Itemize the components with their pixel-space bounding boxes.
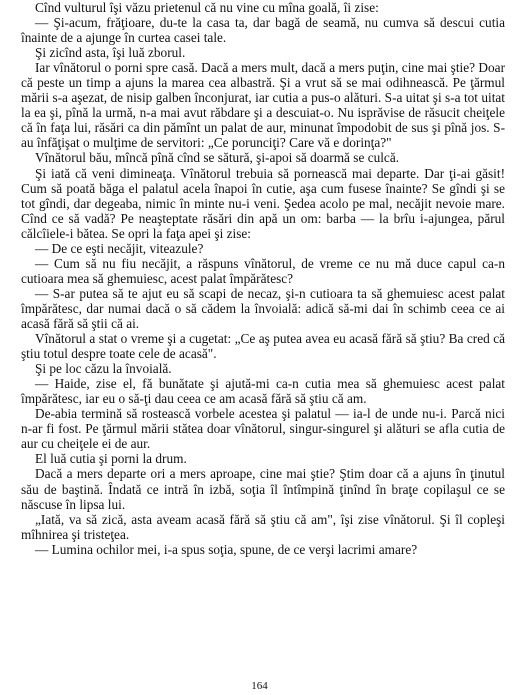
paragraph: Vînătorul bău, mîncă pînă cînd se sătură, şi-apoi să doarmă se culcă. — [35, 150, 400, 166]
paragraph: „Iată, va să zică, asta aveam acasă fără să ştiu că am", îşi zise vînătorul. Şi îl copleşi mîhnirea şi tristeţea. — [21, 511, 505, 542]
paragraph: Iar vînătorul o porni spre casă. Dacă a mers mult, dacă a mers puţin, cine mai ştie? Doar că peste un timp a ajuns la marea cea albastră. Şi a vrut să se mai odihnească. Pe ţărmul mării s-a aşezat, de nisip galben înconjurat, iar cutia a pus-o alături. S-a uitat şi s-a tot uitat la ea şi, pînă la urmă, n-a mai avut răbdare şi a descuiat-o. Nu isprăvise de răsucit cheiţele că în faţa lui, răsări ca din pămînt un palat de aur, minunat împodobit de sus şi pînă jos. S-au înfăţişat o mulţime de servitori: „Ce porunciţi? Care vă e dorinţa?" — [21, 60, 505, 151]
paragraph: Vînătorul a stat o vreme şi a cugetat: „Ce aş putea avea eu acasă fără să ştiu? Ba cred că ştiu totul despre toate cele de acasă". — [21, 331, 505, 362]
paragraph: — S-ar putea să te ajut eu să scapi de necaz, şi-n cutioara ta să ghemuiesc acest palat împărătesc, dar numai dacă o să cădem la învoială: adică să-mi dai în schimb ceea ce ai acasă fără să ştii că ai. — [21, 285, 505, 331]
paragraph: — Haide, zise el, fă bunătate şi ajută-mi ca-n cutia mea să ghemuiesc acest palat împărătesc, iar eu o să-ţi dau ceea ce am acasă fără să ştiu că am. — [21, 376, 505, 407]
paragraph: Şi iată că veni dimineaţa. Vînătorul trebuia să pornească mai departe. Dar ţi-ai găsit! Cum să poată băga el palatul acela înapoi în cutie, aşa cum fusese înainte? Se gîndi şi se tot gîndi, dar degeaba, nimic în minte nu-i veni. Şedea acolo pe mal, necăjit nevoie mare. Cînd ce să vadă? Pe neaşteptate răsări din apă un om: barba — la brîu i-ajungea, părul călcîiele-i bătea. Se opri la faţa apei şi zise: — [21, 165, 505, 241]
page-number: 164 — [251, 680, 268, 692]
paragraph: — De ce eşti necăjit, viteazule? — [35, 240, 204, 256]
paragraph: Dacă a mers departe ori a mers aproape, cine mai ştie? Ştim doar că a ajuns în ţinutul său de baştină. Îndată ce intră în izbă, soţia îl întîmpină ţinînd în braţe copilaşul ce se născuse în lipsa lui. — [21, 466, 505, 512]
paragraph: El luă cutia şi porni la drum. — [35, 451, 187, 467]
paragraph: Cînd vulturul îşi văzu prietenul că nu vine cu mîna goală, îi zise: — [35, 0, 379, 15]
paragraph: Şi pe loc căzu la învoială. — [35, 361, 172, 377]
paragraph: — Lumina ochilor mei, i-a spus soţia, spune, de ce verşi lacrimi amare? — [35, 541, 418, 557]
paragraph: De-abia termină să rostească vorbele acestea şi palatul — ia-l de unde nu-i. Parcă nici n-ar fi fost. Pe ţărmul mării stătea doar vînătorul, singur-singurel şi alături se afla cutia de aur cu cheiţele ei de aur. — [21, 406, 505, 452]
paragraph: Şi zicînd asta, îşi luă zborul. — [35, 45, 186, 61]
body-text — [21, 0, 505, 557]
paragraph: — Şi-acum, frăţioare, du-te la casa ta, dar bagă de seamă, nu cumva să descui cutia înainte de a ajunge în curtea casei tale. — [21, 15, 505, 46]
paragraph: — Cum să nu fiu necăjit, a răspuns vînătorul, de vreme ce nu mă duce capul ca-n cutioara mea să ghemuiesc, acest palat împărătesc? — [21, 255, 505, 286]
